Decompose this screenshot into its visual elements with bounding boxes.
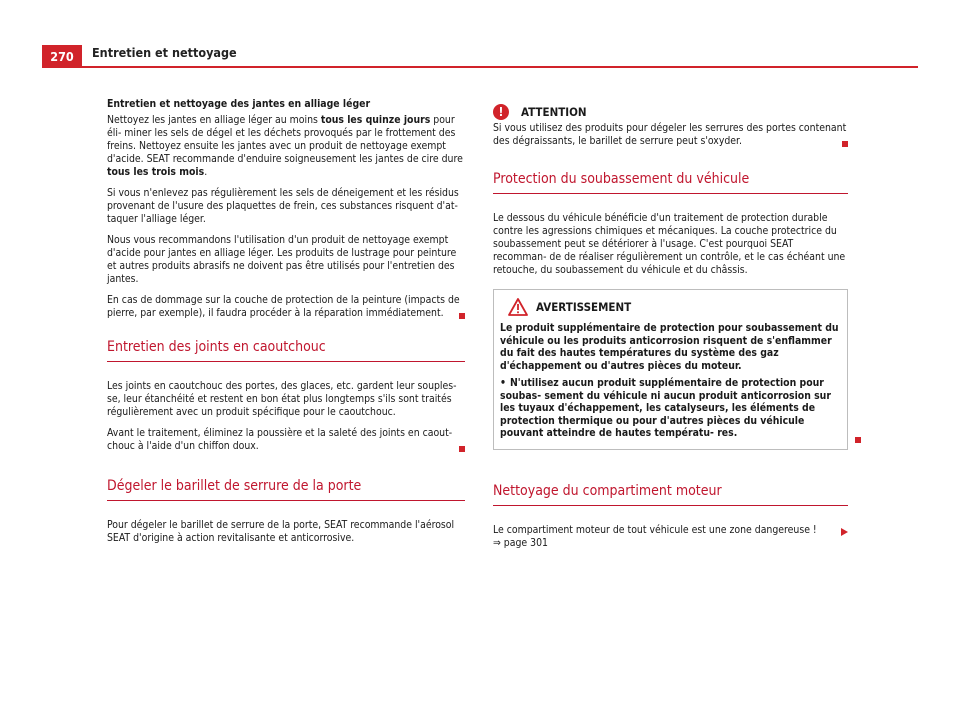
- text-run: N'utilisez aucun produit supplémentaire de protection pour soubas- sement du véhicule ni aucun produit anticorrosion sur les tuyaux d'échappement, les catalyseurs, les éléments de protection thermique ou pour d'autres pièces du véhicule pouvant atteindre de hautes températu- res.: [500, 377, 831, 439]
- paragraph-with-continue: [493, 524, 848, 550]
- warning-box: [493, 289, 848, 450]
- warning-header: [500, 298, 841, 316]
- section-heading: Nettoyage du compartiment moteur: [493, 482, 848, 506]
- emphasis: tous les quinze jours: [320, 114, 431, 126]
- continue-arrow-icon: [841, 528, 848, 536]
- right-column: [493, 98, 848, 558]
- paragraph-with-end: [107, 427, 465, 453]
- paragraph-with-end: [107, 294, 465, 320]
- warning-text: Le produit supplémentaire de protection pour soubassement du véhicule ou les produits anticorrosion risquent de s'enflammer du fait des hautes températures du système des gaz d'échappement ou d'autres pièces du moteur.: [500, 322, 839, 372]
- attention-title: ATTENTION: [521, 104, 587, 119]
- paragraph: Nous vous recommandons l'utilisation d'un produit de nettoyage exempt d'acide pour jantes en alliage léger. Les produits de lustrage pour peinture et autres produits abrasifs ne doivent pas être utilisés pour l'entretien des jantes.: [107, 234, 457, 285]
- end-square-icon: [842, 141, 848, 147]
- page-number: 270: [42, 45, 82, 67]
- text-run: pour éli- miner les sels de dégel et les déchets provoqués par le frottement des freins. Nettoyez ensuite les jantes avec un produit de nettoyage exempt d'acide. SEAT recommande d'enduire soigneusement les jantes de cire dure: [107, 114, 463, 165]
- text-run: Avant le traitement, éliminez la poussière et la saleté des joints en caout- chouc à l'aide d'un chiffon doux.: [107, 427, 453, 452]
- header-rule: [42, 66, 918, 68]
- left-column: [107, 98, 465, 553]
- paragraph: Le dessous du véhicule bénéficie d'un traitement de protection durable contre les agressions chimiques et mécaniques. La couche protectrice du soubassement peut se détériorer à l'usage. C'est pourquoi SEAT recomman- de de réaliser régulièrement un contrôle, et le cas échéant une retouche, du soubassement du véhicule et du châssis.: [493, 212, 846, 276]
- text-run: .: [204, 166, 208, 178]
- warning-title: AVERTISSEMENT: [536, 299, 632, 314]
- paragraph: Pour dégeler le barillet de serrure de la porte, SEAT recommande l'aérosol SEAT d'origine à action revitalisante et anticorrosive.: [107, 519, 455, 544]
- end-square-icon: [459, 313, 465, 319]
- warning-bullet-item: [500, 377, 841, 440]
- end-square-icon: [855, 437, 861, 443]
- section-subtitle: Entretien et nettoyage des jantes en alliage léger: [107, 98, 371, 110]
- text-run: Si vous utilisez des produits pour dégeler les serrures des portes contenant des dégraissants, le barillet de serrure peut s'oxyder.: [493, 122, 847, 147]
- section-heading: Dégeler le barillet de serrure de la porte: [107, 477, 465, 501]
- bullet: •: [500, 377, 506, 389]
- attention-header: [493, 104, 848, 120]
- end-square-icon: [459, 446, 465, 452]
- page-reference-link[interactable]: ⇒ page 301: [493, 536, 548, 549]
- emphasis: tous les trois mois: [107, 166, 205, 178]
- paragraph-jantes: [107, 114, 465, 179]
- section-heading: Entretien des joints en caoutchouc: [107, 338, 465, 362]
- paragraph: Si vous n'enlevez pas régulièrement les sels de déneigement et les résidus provenant de l'usure des plaquettes de frein, ces substances risquent d'at- taquer l'alliage léger.: [107, 187, 459, 225]
- text-run: Nettoyez les jantes en alliage léger au moins: [107, 114, 321, 126]
- section-heading: Protection du soubassement du véhicule: [493, 170, 848, 194]
- exclamation-circle-icon: !: [493, 104, 509, 120]
- text-run: En cas de dommage sur la couche de protection de la peinture (impacts de pierre, par exemple), il faudra procéder à la réparation immédiatement.: [107, 294, 460, 319]
- attention-text: [493, 122, 848, 148]
- text-run: Le compartiment moteur de tout véhicule est une zone dangereuse !: [493, 523, 817, 536]
- page-header-title: Entretien et nettoyage: [92, 45, 237, 60]
- paragraph: Les joints en caoutchouc des portes, des glaces, etc. gardent leur souples- se, leur étanchéité et restent en bon état plus longtemps s'ils sont traités régulièrement avec un produit spécifique pour le caoutchouc.: [107, 380, 457, 418]
- warning-triangle-icon: [508, 298, 528, 316]
